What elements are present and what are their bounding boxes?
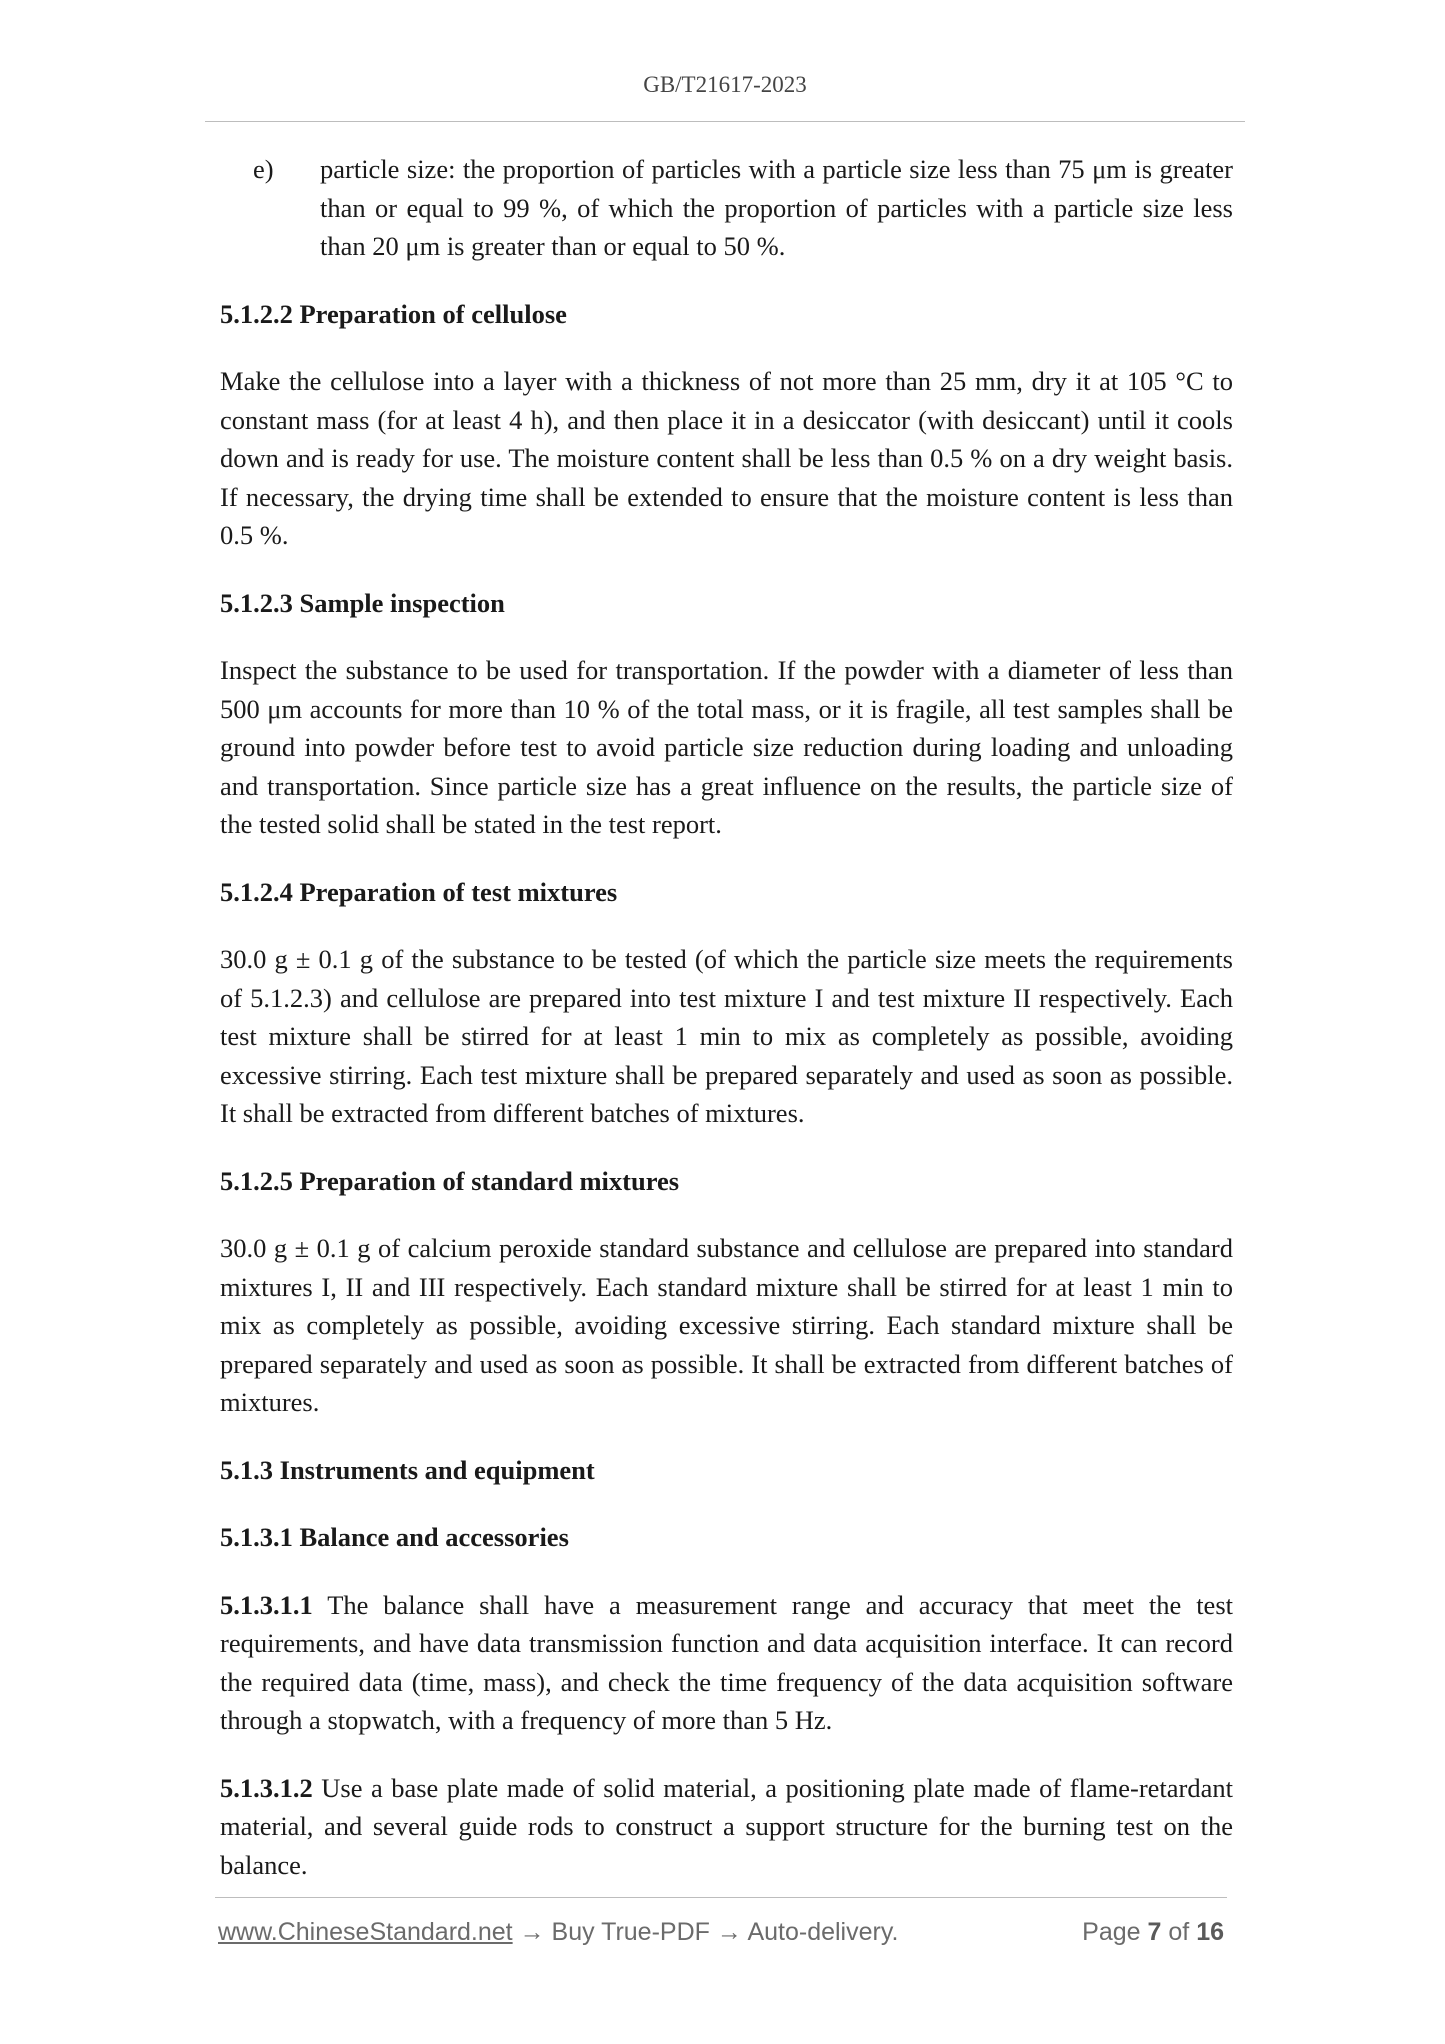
section-heading-5-1-2-5: 5.1.2.5 Preparation of standard mixtures: [220, 1165, 680, 1196]
section-heading-5-1-2-3: 5.1.2.3 Sample inspection: [220, 587, 505, 618]
list-item-e: [253, 150, 1233, 266]
page-current: 7: [1147, 1918, 1162, 1946]
section-heading-5-1-2-2: 5.1.2.2 Preparation of cellulose: [220, 298, 567, 329]
clause-text: The balance shall have a measurement range and accuracy that meet the test requirements, and have data transmission function and data acquisition interface. It can record the required data (time, mass), and check the time frequency of the data acquisition software through a stopwatch, with a frequency of more than 5 Hz.: [220, 1589, 1233, 1735]
section-text-5-1-2-4: 30.0 g ± 0.1 g of the substance to be tested (of which the particle size meets the requirements of 5.1.2.3) and cellulose are prepared into test mixture I and test mixture II respectively. Each test mixture shall be stirred for at least 1 min to mix as completely as possible, avoiding excessive stirring. Each test mixture shall be prepared separately and used as soon as possible. It shall be extracted from different batches of mixtures.: [220, 944, 1233, 1128]
of-word: of: [1168, 1918, 1190, 1946]
list-item-text: particle size: the proportion of particles with a particle size less than 75 μm is greater than or equal to 99 %, of which the proportion of particles with a particle size less than 20 μm is greater than or equal to 50 %.: [320, 154, 1233, 261]
arrow-right-icon: →: [716, 1918, 742, 1946]
footer-divider: [215, 1897, 1227, 1898]
page-footer: [218, 1918, 1228, 1952]
section-text-5-1-2-5: 30.0 g ± 0.1 g of calcium peroxide standard substance and cellulose are prepared into standard mixtures I, II and III respectively. Each standard mixture shall be stirred for at least 1 min to mix as completely as possible, avoiding excessive stirring. Each standard mixture shall be prepared separately and used as soon as possible. It shall be extracted from different batches of mixtures.: [220, 1233, 1233, 1417]
delivery-text: Auto-delivery.: [747, 1918, 899, 1946]
buy-text: Buy True-PDF: [551, 1918, 710, 1946]
site-link[interactable]: www.ChineseStandard.net: [218, 1918, 513, 1946]
clause-text: Use a base plate made of solid material, a positioning plate made of flame-retardant material, and several guide rods to construct a support structure for the burning test on the balance.: [220, 1772, 1233, 1880]
clause-number: 5.1.3.1.2: [220, 1772, 313, 1803]
clause-5-1-3-1-1: [220, 1586, 1233, 1740]
page-indicator: [1082, 1918, 1224, 1947]
list-marker: e): [253, 154, 274, 184]
section-heading-5-1-3: 5.1.3 Instruments and equipment: [220, 1454, 595, 1485]
clause-number: 5.1.3.1.1: [220, 1589, 313, 1620]
header-divider: [205, 121, 1245, 122]
footer-promo: [218, 1918, 898, 1947]
section-heading-5-1-3-1: 5.1.3.1 Balance and accessories: [220, 1522, 569, 1552]
page-header: GB/T21617-2023: [643, 72, 807, 97]
section-text-5-1-2-3: Inspect the substance to be used for transportation. If the powder with a diameter of less than 500 μm accounts for more than 10 % of the total mass, or it is fragile, all test samples shall be ground into powder before test to avoid particle size reduction during loading and unloading and transportation. Since particle size has a great influence on the results, the particle size of the tested solid shall be stated in the test report.: [220, 655, 1233, 839]
page-total: 16: [1196, 1918, 1224, 1946]
clause-5-1-3-1-2: [220, 1769, 1233, 1885]
document-body: [220, 150, 1233, 1913]
page-word: Page: [1082, 1918, 1141, 1946]
section-heading-5-1-2-4: 5.1.2.4 Preparation of test mixtures: [220, 876, 618, 907]
section-text-5-1-2-2: Make the cellulose into a layer with a thickness of not more than 25 mm, dry it at 105 °C to constant mass (for at least 4 h), and then place it in a desiccator (with desiccant) until it cools down and is ready for use. The moisture content shall be less than 0.5 % on a dry weight basis. If necessary, the drying time shall be extended to ensure that the moisture content is less than 0.5 %.: [220, 366, 1233, 550]
arrow-right-icon: →: [519, 1918, 545, 1946]
